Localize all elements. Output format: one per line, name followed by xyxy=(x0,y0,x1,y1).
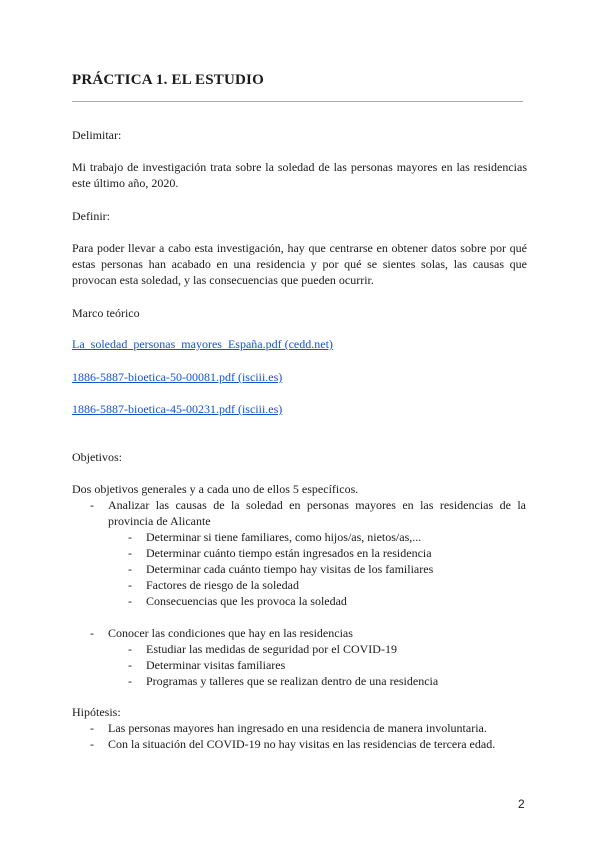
list-dash: - xyxy=(128,578,132,592)
reference-link-2[interactable]: 1886-5887-bioetica-50-00081.pdf (isciii.es) xyxy=(72,370,283,384)
list-dash: - xyxy=(90,498,94,512)
list-item-text: Determinar si tiene familiares, como hijos/as, nietos/as,... xyxy=(146,530,422,544)
objetivo-general-text: Analizar las causas de la soledad en personas mayores en las residencias de la provincia de Alicante xyxy=(108,498,526,528)
marco-teorico-label: Marco teórico xyxy=(72,306,140,320)
definir-text: Para poder llevar a cabo esta investigación, hay que centrarse en obtener datos sobre por qué estas personas han acabado en una residencia y por qué se sientes solas, las causas que provocan esta soledad, y las consecuencias que pueden ocurrir. xyxy=(72,241,527,287)
list-item-text: Las personas mayores han ingresado en una residencia de manera involuntaria. xyxy=(108,721,487,735)
list-dash: - xyxy=(128,530,132,544)
list-item xyxy=(128,657,526,673)
list-item-text: Determinar visitas familiares xyxy=(146,658,286,672)
list-item xyxy=(90,736,526,752)
list-dash: - xyxy=(128,642,132,656)
list-item-text: Determinar cuánto tiempo están ingresados en la residencia xyxy=(146,546,432,560)
reference-link-3[interactable]: 1886-5887-bioetica-45-00231.pdf (isciii.es) xyxy=(72,402,283,416)
objetivos-intro: Dos objetivos generales y a cada uno de ellos 5 específicos. xyxy=(72,482,359,496)
list-item xyxy=(128,641,526,657)
list-dash: - xyxy=(128,546,132,560)
page-title: PRÁCTICA 1. EL ESTUDIO xyxy=(72,72,264,88)
page-number: 2 xyxy=(518,797,525,811)
list-dash: - xyxy=(90,737,94,751)
objetivo-general-2 xyxy=(90,625,526,689)
list-dash: - xyxy=(128,562,132,576)
reference-link-1[interactable]: La_soledad_personas_mayores_España.pdf (cedd.net) xyxy=(72,337,333,351)
list-dash: - xyxy=(128,674,132,688)
list-dash: - xyxy=(90,721,94,735)
definir-label: Definir: xyxy=(72,209,110,223)
list-item xyxy=(90,720,526,736)
hipotesis-label: Hipótesis: xyxy=(72,705,121,719)
delimitar-text: Mi trabajo de investigación trata sobre la soledad de las personas mayores en las residencias este último año, 2020. xyxy=(72,160,527,190)
list-dash: - xyxy=(128,594,132,608)
hipotesis-list xyxy=(90,720,526,752)
objetivo-general-1 xyxy=(90,497,526,609)
delimitar-label: Delimitar: xyxy=(72,128,122,142)
list-item xyxy=(128,529,526,545)
list-item-text: Programas y talleres que se realizan dentro de una residencia xyxy=(146,674,439,688)
list-dash: - xyxy=(128,658,132,672)
list-item xyxy=(90,625,526,689)
list-item-text: Con la situación del COVID-19 no hay visitas en las residencias de tercera edad. xyxy=(108,737,496,751)
list-item-text: Consecuencias que les provoca la soledad xyxy=(146,594,347,608)
list-item xyxy=(128,673,526,689)
title-divider xyxy=(72,101,523,102)
list-item-text: Factores de riesgo de la soledad xyxy=(146,578,299,592)
list-item xyxy=(90,497,526,609)
list-dash: - xyxy=(90,626,94,640)
list-item-text: Estudiar las medidas de seguridad por el COVID-19 xyxy=(146,642,397,656)
objetivos-label: Objetivos: xyxy=(72,450,122,464)
objetivos-especificos xyxy=(108,529,526,609)
list-item xyxy=(128,577,526,593)
list-item xyxy=(128,545,526,561)
list-item-text: Determinar cada cuánto tiempo hay visitas de los familiares xyxy=(146,562,434,576)
list-item xyxy=(128,561,526,577)
objetivo-general-text: Conocer las condiciones que hay en las residencias xyxy=(108,626,353,640)
objetivos-especificos xyxy=(108,641,526,689)
list-item xyxy=(128,593,526,609)
